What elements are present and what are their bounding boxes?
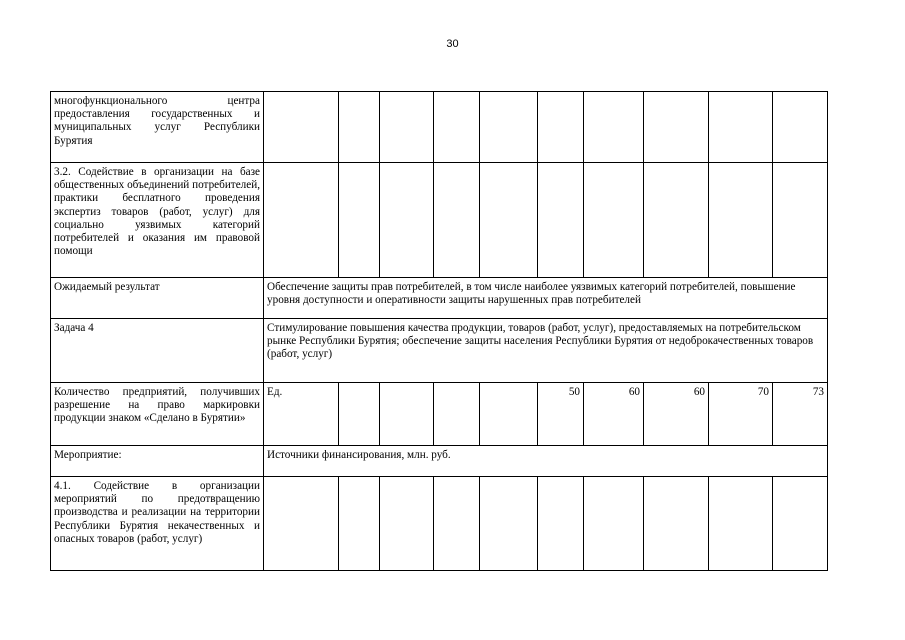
row-description: Источники финансирования, млн. руб.	[264, 446, 828, 477]
table-row	[51, 383, 828, 446]
value-cell	[339, 163, 380, 278]
value-cell	[538, 477, 584, 571]
section-row	[51, 278, 828, 319]
value-cell	[773, 477, 828, 571]
value-cell	[380, 92, 434, 163]
value-cell: 60	[644, 383, 709, 446]
row-description: Стимулирование повышения качества продукции, товаров (работ, услуг), предоставляемых на потребительском рынке Республики Бурятия; обеспечение защиты населения Республики Бурятия от недоброкачественных товаров (работ, услуг)	[264, 319, 828, 383]
value-cell	[434, 383, 480, 446]
section-row	[51, 319, 828, 383]
value-cell	[584, 163, 644, 278]
value-cell: 73	[773, 383, 828, 446]
value-cell: 70	[709, 383, 773, 446]
value-cell	[339, 383, 380, 446]
value-cell	[709, 92, 773, 163]
value-cell	[538, 163, 584, 278]
section-row	[51, 446, 828, 477]
value-cell	[644, 163, 709, 278]
table-row	[51, 163, 828, 278]
table-row	[51, 477, 828, 571]
value-cell	[434, 477, 480, 571]
value-cell	[480, 92, 538, 163]
value-cell: 60	[584, 383, 644, 446]
value-cell	[773, 163, 828, 278]
row-label: Задача 4	[51, 319, 264, 383]
row-label: многофункционального центра предоставления государственных и муниципальных услуг Республики Бурятия	[51, 92, 264, 163]
value-cell	[480, 163, 538, 278]
value-cell	[380, 383, 434, 446]
value-cell	[644, 92, 709, 163]
row-label: 3.2. Содействие в организации на базе общественных объединений потребителей, практики бесплатного проведения экспертиз товаров (работ, услуг) для социально уязвимых категорий потребителей и оказания им правовой помощи	[51, 163, 264, 278]
row-label: Количество предприятий, получивших разрешение на право маркировки продукции знаком «Сделано в Бурятии»	[51, 383, 264, 446]
value-cell	[339, 477, 380, 571]
unit-cell	[264, 477, 339, 571]
value-cell	[380, 477, 434, 571]
value-cell	[773, 92, 828, 163]
row-label: Мероприятие:	[51, 446, 264, 477]
page-number: 30	[446, 38, 459, 50]
program-table	[50, 91, 828, 571]
unit-cell: Ед.	[264, 383, 339, 446]
value-cell	[434, 92, 480, 163]
value-cell	[709, 163, 773, 278]
value-cell	[584, 477, 644, 571]
unit-cell	[264, 163, 339, 278]
value-cell	[644, 477, 709, 571]
value-cell	[709, 477, 773, 571]
row-label: 4.1. Содействие в организации мероприятий по предотвращению производства и реализации на территории Республики Бурятия некачественных и опасных товаров (работ, услуг)	[51, 477, 264, 571]
unit-cell	[264, 92, 339, 163]
row-description: Обеспечение защиты прав потребителей, в том числе наиболее уязвимых категорий потребителей, повышение уровня доступности и оперативности защиты нарушенных прав потребителей	[264, 278, 828, 319]
value-cell	[380, 163, 434, 278]
value-cell	[480, 383, 538, 446]
value-cell	[480, 477, 538, 571]
row-label: Ожидаемый результат	[51, 278, 264, 319]
value-cell	[584, 92, 644, 163]
value-cell	[538, 92, 584, 163]
value-cell	[434, 163, 480, 278]
value-cell	[339, 92, 380, 163]
value-cell: 50	[538, 383, 584, 446]
table-row	[51, 92, 828, 163]
